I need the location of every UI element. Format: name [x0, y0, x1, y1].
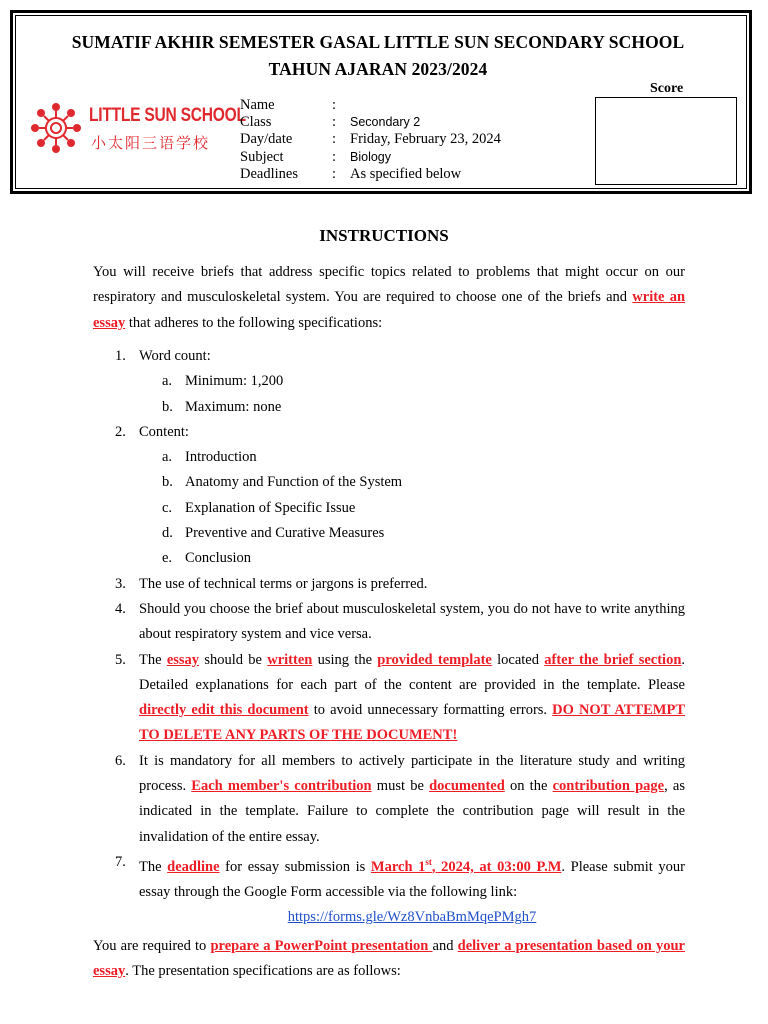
sub-text: Preventive and Curative Measures [185, 525, 385, 542]
info-colon: : [332, 148, 337, 165]
list-item [93, 749, 685, 850]
highlight-deadline: deadline [167, 858, 220, 875]
sub-letter: d. [162, 525, 173, 542]
info-label: Deadlines [240, 165, 298, 182]
sub-letter: b. [162, 398, 173, 415]
info-label: Subject [240, 148, 284, 165]
item-text: Word count: [139, 348, 211, 364]
sub-letter: c. [162, 499, 173, 516]
highlight-essay: essay [166, 651, 200, 668]
instructions-title: INSTRUCTIONS [319, 226, 449, 245]
header-box [10, 10, 752, 194]
list-item [93, 597, 685, 648]
exam-title: SUMATIF AKHIR SEMESTER GASAL LITTLE SUN SECONDARY SCHOOL [71, 32, 685, 52]
academic-year: TAHUN AJARAN 2023/2024 [268, 59, 488, 79]
deadlines-value: As specified below [350, 165, 462, 182]
highlight-directly-edit: directly edit this document [139, 702, 309, 719]
text-run: It is mandatory for all members to actively participate in the literature study and writing process. [139, 752, 685, 795]
item-number: 2. [115, 423, 126, 440]
item-text: Content: [139, 423, 189, 440]
info-colon: : [332, 165, 337, 182]
highlight-provided-template: provided template [377, 651, 492, 668]
item-text: Should you choose the brief about musculoskeletal system, you do not have to write anything about respiratory system and vice versa. [139, 600, 685, 643]
logo-name-chinese: 小太阳三语学校 [91, 134, 211, 152]
subject-value: Biology [350, 149, 391, 164]
text-run: The [139, 651, 167, 668]
sub-text: Maximum: none [185, 398, 282, 415]
sub-letter: e. [162, 550, 173, 567]
info-label: Class [240, 114, 272, 131]
item-number: 1. [115, 348, 126, 364]
text-run: should be [199, 651, 268, 668]
text-run: on the [504, 778, 553, 795]
text-run: The [139, 858, 168, 875]
text-run: and [432, 938, 458, 954]
sub-item [93, 496, 685, 521]
text-run: , as indicated in the template. Failure to complete the contribution page will result in the invalidation of the entire essay. [139, 778, 685, 845]
sub-letter: b. [162, 474, 173, 491]
date-text: , 2024, at 03:00 P.M [431, 858, 562, 875]
link-row [93, 905, 685, 930]
google-form-link[interactable]: https://forms.gle/Wz8VnbaBmMqePMgh7 [287, 909, 537, 926]
sub-item [93, 521, 685, 546]
class-value: Secondary 2 [350, 115, 421, 130]
info-colon: : [332, 97, 337, 113]
text-run: must be [371, 778, 430, 795]
presentation-paragraph [93, 934, 685, 985]
text-run: . Please submit your essay through the Google Form accessible via the following link: [139, 858, 685, 901]
sub-item [93, 395, 685, 420]
sub-item [93, 470, 685, 495]
item-number: 6. [115, 752, 126, 769]
item-number: 3. [115, 575, 126, 592]
highlight-deliver-presentation: deliver a presentation based on your essay [93, 938, 685, 980]
sub-item [93, 369, 685, 394]
highlight-deadline-date [370, 856, 562, 875]
score-label: Score [650, 81, 684, 96]
date-ordinal: st [425, 856, 432, 867]
info-label: Day/date [240, 131, 293, 148]
highlight-member-contribution: Each member's contribution [191, 778, 372, 795]
sub-text: Anatomy and Function of the System [185, 474, 403, 491]
date-text: March 1 [370, 858, 426, 875]
text-run: that adheres to the following specifications: [125, 314, 383, 331]
highlight-do-not-delete: DO NOT ATTEMPT TO DELETE ANY PARTS OF THE DOCUMENT! [139, 702, 686, 744]
item-number: 4. [115, 600, 126, 617]
sub-letter: a. [162, 449, 173, 466]
list-item [93, 572, 685, 597]
highlight-prepare-ppt: prepare a PowerPoint presentation [210, 938, 433, 954]
school-logo [29, 101, 246, 165]
text-run: located [491, 651, 545, 668]
sub-item [93, 445, 685, 470]
text-run: for essay submission is [219, 858, 371, 875]
item-number: 7. [115, 853, 126, 870]
text-run: You are required to [93, 938, 211, 954]
list-item [93, 648, 685, 749]
item-number: 5. [115, 651, 126, 668]
instruction-list [93, 344, 685, 931]
text-run: to avoid unnecessary formatting errors. [308, 702, 553, 719]
list-item [93, 420, 685, 445]
sub-letter: a. [162, 373, 173, 390]
highlight-written: written [267, 651, 313, 668]
text-run: . Detailed explanations for each part of the content are provided in the template. Please [139, 651, 686, 693]
highlight-write-essay: write an essay [93, 289, 686, 331]
info-colon: : [332, 131, 337, 148]
sub-item [93, 546, 685, 571]
sub-text: Minimum: 1,200 [185, 373, 284, 390]
list-item [93, 850, 685, 905]
highlight-documented: documented [429, 778, 505, 795]
logo-name-english: LITTLE SUN SCHOOL [89, 105, 246, 126]
intro-paragraph [93, 260, 685, 336]
text-run: . The presentation specifications are as follows: [125, 963, 401, 980]
info-label: Name [240, 97, 275, 113]
info-colon: : [332, 114, 337, 131]
text-run: using the [312, 651, 378, 668]
sub-text: Explanation of Specific Issue [185, 499, 356, 516]
item-text: The use of technical terms or jargons is preferred. [139, 575, 428, 592]
text-run: You will receive briefs that address specific topics related to problems that might occur on our respiratory and musculoskeletal system. You are required to choose one of the briefs and [93, 264, 685, 306]
sub-text: Introduction [185, 449, 257, 466]
sun-logo-icon [29, 101, 83, 155]
highlight-contribution-page: contribution page [552, 778, 665, 795]
score-box[interactable] [595, 97, 737, 185]
sub-text: Conclusion [185, 550, 252, 567]
highlight-after-brief-section: after the brief section [544, 651, 682, 668]
list-item [93, 344, 685, 369]
date-value: Friday, February 23, 2024 [350, 131, 501, 148]
